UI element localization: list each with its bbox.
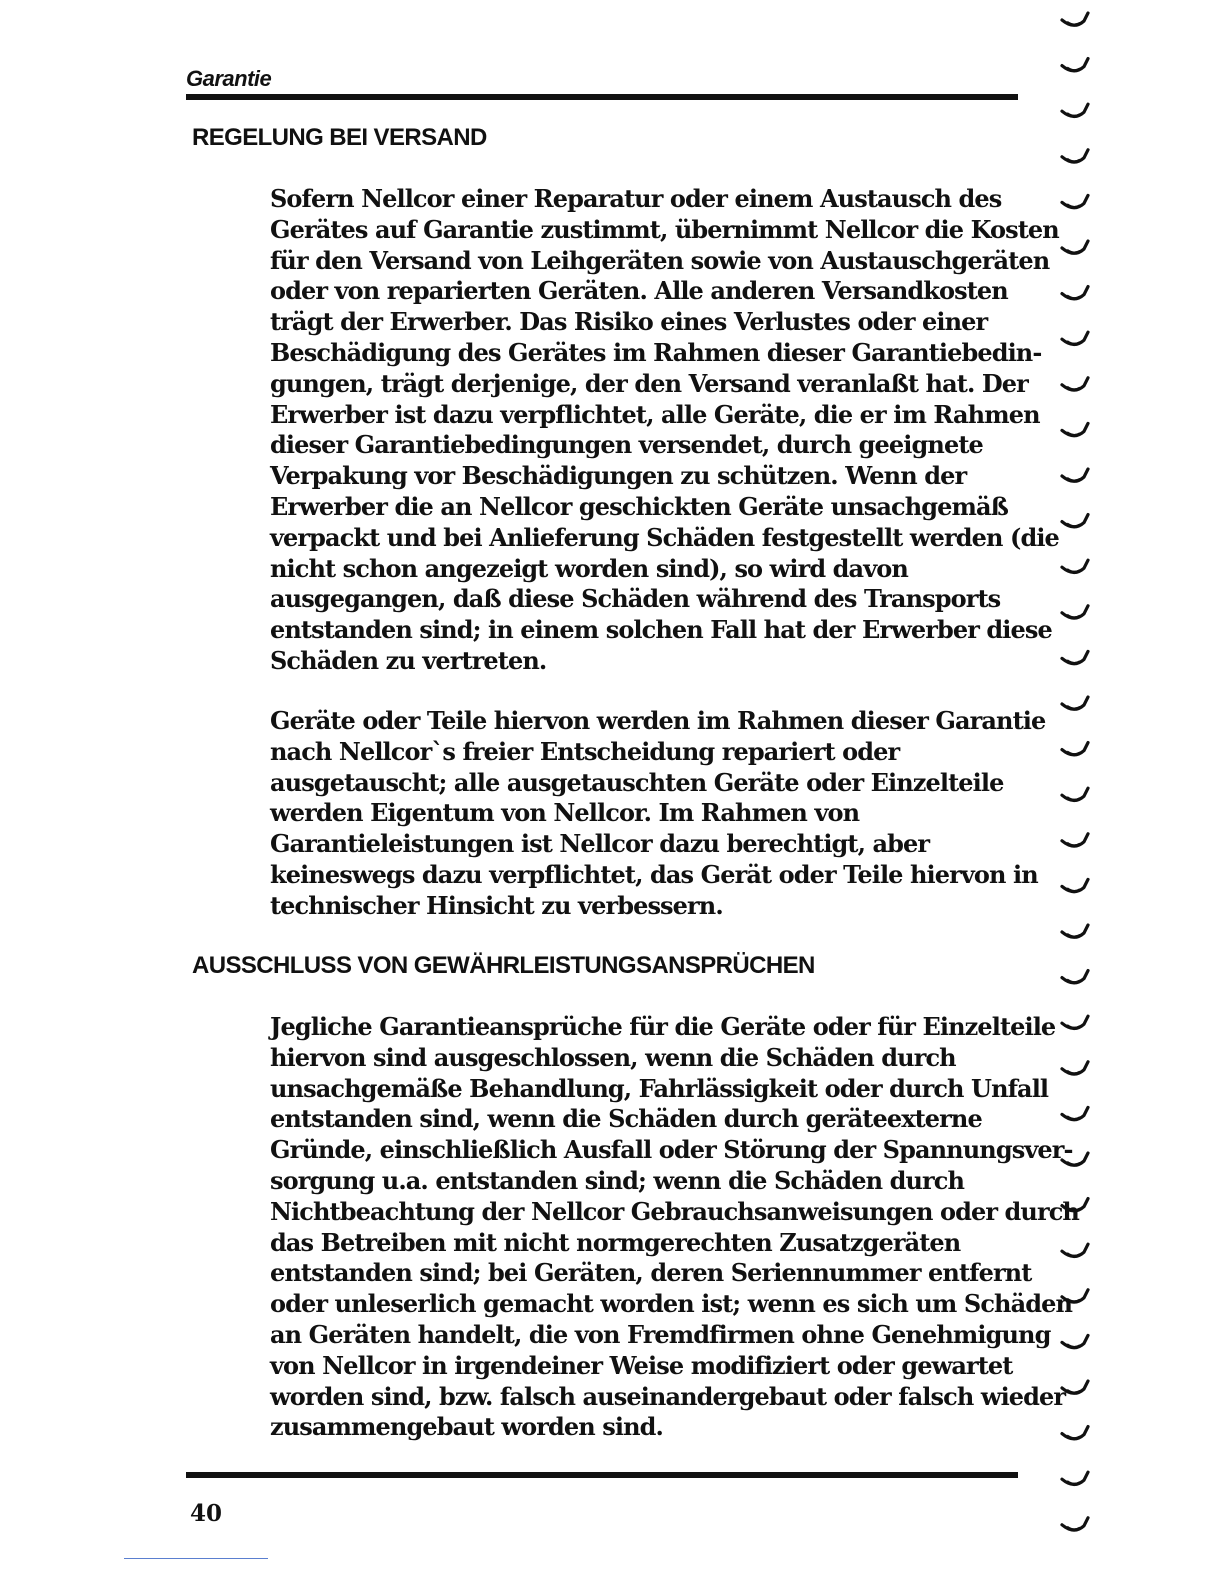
text-line: oder von reparierten Geräten. Alle anderen Versandkosten	[270, 276, 1008, 306]
text-line: dieser Garantiebedingungen versendet, durch geeignete	[270, 430, 983, 460]
text-line: Jegliche Garantieansprüche für die Geräte oder für Einzelteile	[270, 1012, 1056, 1041]
binding-ring-icon	[1062, 1107, 1088, 1119]
text-line: an Geräten handelt, die von Fremdfirmen ohne Genehmigung	[270, 1319, 1051, 1349]
running-header-title: Garantie	[186, 66, 272, 91]
text-line: worden sind, bzw. falsch auseinandergebaut oder falsch wieder	[270, 1381, 1066, 1411]
binding-ring-icon	[1062, 1153, 1088, 1165]
text-line: hiervon sind ausgeschlossen, wenn die Schäden durch	[270, 1042, 956, 1072]
binding-ring-icon	[1062, 378, 1088, 390]
text-line: unsachgemäße Behandlung, Fahrlässigkeit oder durch Unfall	[270, 1073, 1049, 1103]
text-line: entstanden sind, wenn die Schäden durch geräteexterne	[270, 1104, 982, 1134]
text-line: ausgetauscht; alle ausgetauschten Geräte oder Einzelteile	[270, 767, 1004, 797]
binding-ring-icon	[1062, 150, 1088, 162]
binding-ring-icon	[1062, 1381, 1088, 1393]
text-line: oder unleserlich gemacht worden ist; wenn es sich um Schäden	[270, 1289, 1073, 1319]
text-line: von Nellcor in irgendeiner Weise modifiziert oder gewartet	[270, 1350, 1013, 1380]
binding-ring-icon	[1062, 743, 1088, 755]
text-line: entstanden sind; bei Geräten, deren Seriennummer entfernt	[270, 1258, 1032, 1288]
binding-ring-icon	[1062, 1518, 1088, 1530]
paragraph-repair-ownership	[270, 706, 1046, 922]
page-number: 40	[190, 1500, 223, 1527]
binding-ring-icon	[1062, 788, 1088, 800]
spiral-binding	[1058, 0, 1098, 1584]
footer-rule	[186, 1472, 1018, 1478]
text-line: Gründe, einschließlich Ausfall oder Störung der Spannungsver-	[270, 1135, 1073, 1165]
text-line: Sofern Nellcor einer Reparatur oder einem Austausch des	[270, 184, 1002, 213]
binding-ring-icon	[1062, 1062, 1088, 1074]
binding-ring-icon	[1062, 651, 1088, 663]
binding-ring-icon	[1062, 515, 1088, 527]
binding-ring-icon	[1062, 287, 1088, 299]
header-rule	[186, 94, 1018, 100]
binding-ring-icon	[1062, 1290, 1088, 1302]
paragraph-warranty-exclusions	[270, 1012, 1079, 1443]
text-line: Erwerber die an Nellcor geschickten Geräte unsachgemäß	[270, 491, 1008, 521]
binding-ring-icon	[1062, 971, 1088, 983]
paragraph-shipping-costs	[270, 184, 1059, 677]
text-line: gungen, trägt derjenige, der den Versand veranlaßt hat. Der	[270, 368, 1028, 398]
text-line: für den Versand von Leihgeräten sowie von Austauschgeräten	[270, 245, 1050, 275]
text-line: Gerätes auf Garantie zustimmt, übernimmt Nellcor die Kosten	[270, 214, 1059, 244]
text-line: Verpakung vor Beschädigungen zu schützen. Wenn der	[270, 461, 967, 491]
binding-ring-icon	[1062, 1199, 1088, 1211]
binding-ring-icon	[1062, 195, 1088, 207]
binding-ring-icon	[1062, 241, 1088, 253]
binding-ring-icon	[1062, 560, 1088, 572]
text-line: nach Nellcor`s freier Entscheidung repariert oder	[270, 736, 900, 766]
text-line: Erwerber ist dazu verpflichtet, alle Geräte, die er im Rahmen	[270, 399, 1040, 429]
text-line: zusammengebaut worden sind.	[270, 1412, 664, 1442]
binding-ring-icon	[1062, 1244, 1088, 1256]
text-line: verpackt und bei Anlieferung Schäden festgestellt werden (die	[270, 522, 1059, 552]
binding-ring-icon	[1062, 13, 1088, 25]
text-line: Beschädigung des Gerätes im Rahmen dieser Garantiebedin-	[270, 337, 1042, 367]
binding-ring-icon	[1062, 606, 1088, 618]
text-line: entstanden sind; in einem solchen Fall hat der Erwerber diese	[270, 615, 1052, 645]
binding-ring-icon	[1062, 925, 1088, 937]
binding-ring-icon	[1062, 697, 1088, 709]
text-line: keineswegs dazu verpflichtet, das Gerät oder Teile hiervon in	[270, 859, 1038, 889]
text-line: technischer Hinsicht zu verbessern.	[270, 890, 723, 920]
text-line: Schäden zu vertreten.	[270, 645, 547, 675]
binding-ring-icon	[1062, 469, 1088, 481]
text-line: Nichtbeachtung der Nellcor Gebrauchsanweisungen oder durch	[270, 1196, 1079, 1226]
binding-ring-icon	[1062, 332, 1088, 344]
text-line: Geräte oder Teile hiervon werden im Rahmen dieser Garantie	[270, 706, 1046, 735]
binding-ring-icon	[1062, 1427, 1088, 1439]
text-line: das Betreiben mit nicht normgerechten Zusatzgeräten	[270, 1227, 961, 1257]
binding-ring-icon	[1062, 423, 1088, 435]
binding-ring-icon	[1062, 834, 1088, 846]
scan-edge-line	[124, 1558, 268, 1559]
binding-ring-icon	[1062, 104, 1088, 116]
binding-ring-icon	[1062, 879, 1088, 891]
binding-ring-icon	[1062, 1335, 1088, 1347]
text-line: nicht schon angezeigt worden sind), so wird davon	[270, 553, 908, 583]
text-line: sorgung u.a. entstanden sind; wenn die Schäden durch	[270, 1165, 965, 1195]
text-line: Garantieleistungen ist Nellcor dazu berechtigt, aber	[270, 829, 930, 859]
text-line: werden Eigentum von Nellcor. Im Rahmen von	[270, 798, 860, 828]
text-line: ausgegangen, daß diese Schäden während des Transports	[270, 584, 1001, 614]
text-line: trägt der Erwerber. Das Risiko eines Verlustes oder einer	[270, 307, 988, 337]
binding-ring-icon	[1062, 1472, 1088, 1484]
section-heading-exclusions: AUSSCHLUSS VON GEWÄHRLEISTUNGSANSPRÜCHEN	[192, 952, 815, 979]
section-heading-shipping: REGELUNG BEI VERSAND	[192, 124, 487, 151]
binding-ring-icon	[1062, 59, 1088, 71]
binding-ring-icon	[1062, 1016, 1088, 1028]
